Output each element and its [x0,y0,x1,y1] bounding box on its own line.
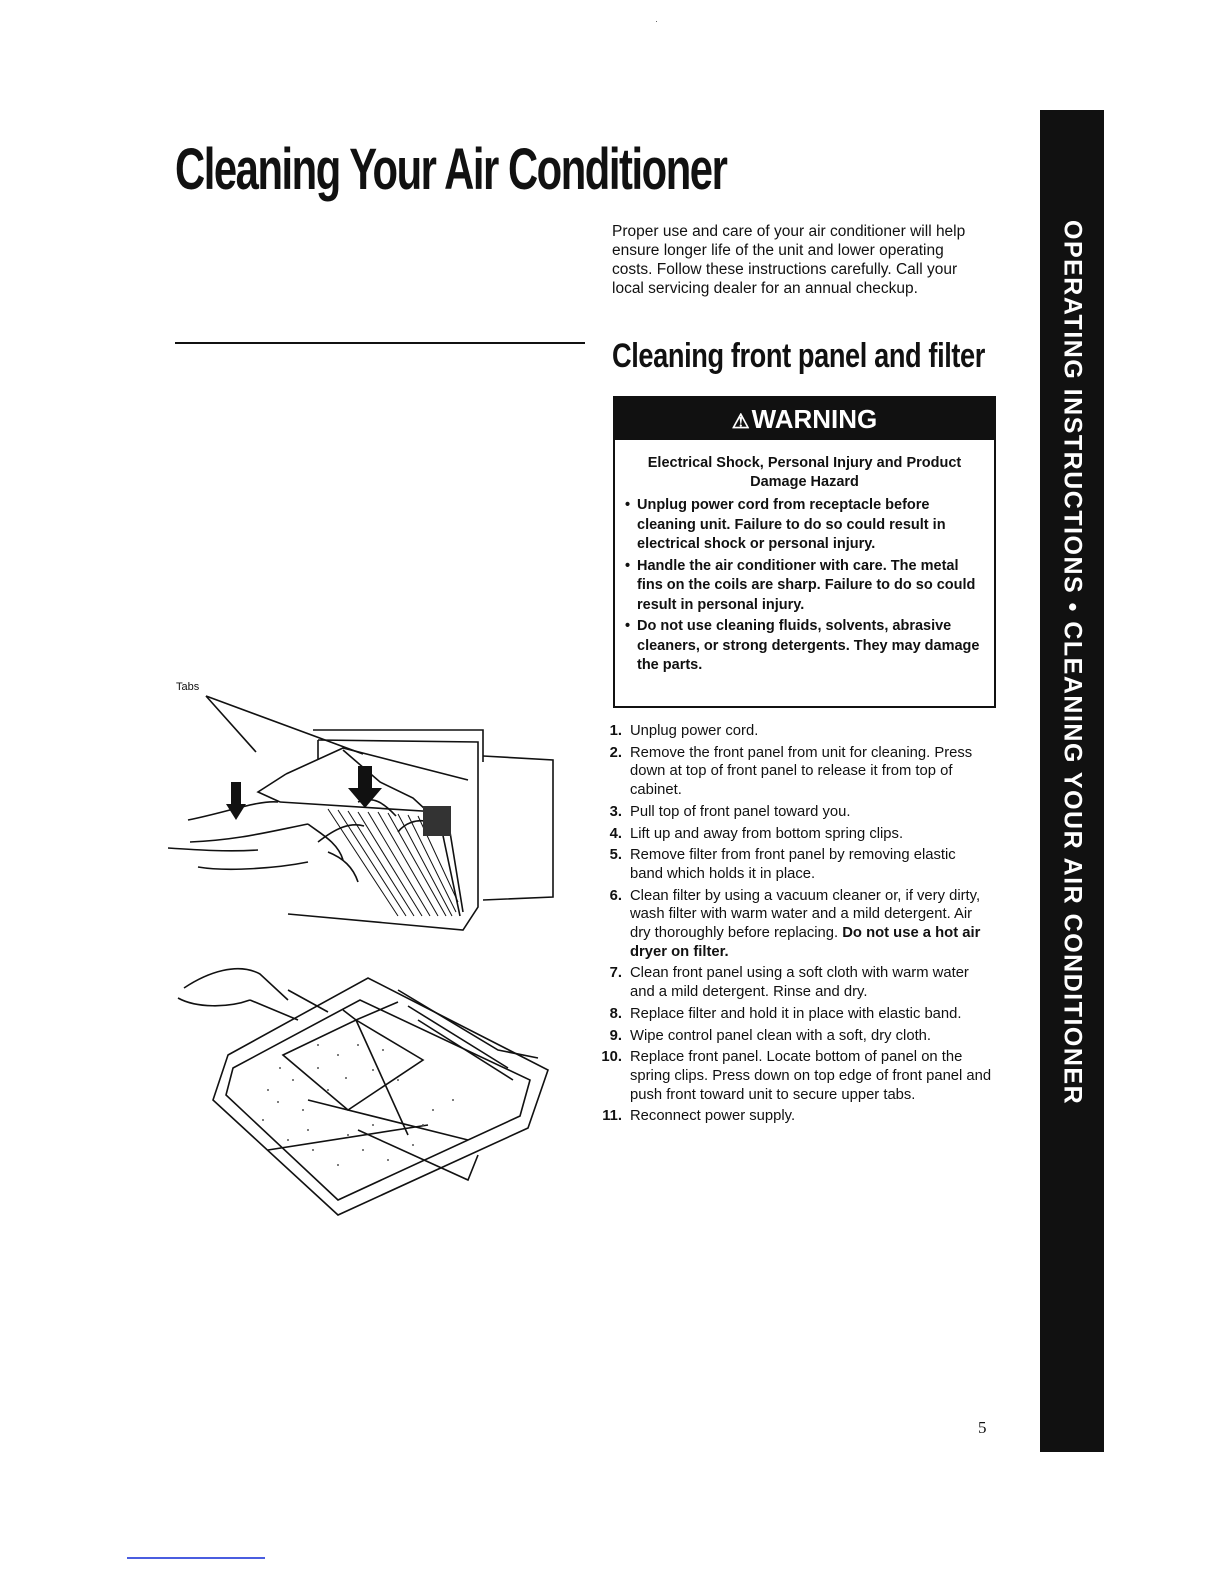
warning-item: • Do not use cleaning fluids, solvents, abrasive cleaners, or strong detergents. They may damage the parts. [625,618,980,673]
filter-removal-illustration [168,950,568,1230]
steps-list [592,722,992,1129]
page-title: Cleaning Your Air Conditioner [175,137,727,202]
page-number: 5 [978,1418,987,1437]
step-item: 6. Clean filter by using a vacuum cleaner or, if very dirty, wash filter with warm water and a mild detergent. Air dry thoroughly before replacing. Do not use a hot air dryer on filter. [609,887,981,960]
page-speck [656,21,657,22]
step-item: 7. Clean front panel using a soft cloth with warm water and a mild detergent. Rinse and dry. [609,965,969,1001]
step-item: 2. Remove the front panel from unit for cleaning. Press down at top of front panel to release it from top of cabinet. [609,744,973,799]
warning-item: • Handle the air conditioner with care. The metal fins on the coils are sharp. Failure to do so could result in personal injury. [625,557,976,613]
section-title: Cleaning front panel and filter [612,337,985,375]
warning-triangle-icon: ⚠ [731,411,750,433]
step-item: 8. Replace filter and hold it in place with elastic band. [609,1005,962,1022]
step-item: 9. Wipe control panel clean with a soft, dry cloth. [609,1027,932,1044]
step-item: 5. Remove filter from front panel by removing elastic band which holds it in place. [609,847,956,882]
intro-paragraph: Proper use and care of your air conditioner will help ensure longer life of the unit and lower operating costs. Follow these instructions carefully. Call your local servicing dealer for an annual checkup. [612,223,966,297]
hazard-title: Electrical Shock, Personal Injury and Product Damage Hazard [647,455,962,490]
warning-list [615,496,994,676]
warning-box [613,396,996,708]
step-item: 11. Reconnect power supply. [602,1108,796,1125]
warning-item: • Unplug power cord from receptacle before cleaning unit. Failure to do so could result in electrical shock or personal injury. [625,497,946,552]
tabs-label: Tabs [176,681,200,693]
footer-link-line [127,1557,265,1559]
front-panel-removal-illustration [168,682,568,942]
side-tab [1040,110,1104,1452]
step-item: 3. Pull top of front panel toward you. [609,803,851,820]
divider-rule [175,342,585,344]
step-item: 10. Replace front panel. Locate bottom of panel on the spring clips. Press down on top edge of front panel and push front toward unit to secure upper tabs. [601,1049,992,1103]
side-tab-text: OPERATING INSTRUCTIONS • CLEANING YOUR AIR CONDITIONER [1058,220,1087,1106]
warning-label: WARNING [751,404,878,434]
step-item: 4. Lift up and away from bottom spring clips. [609,825,904,842]
warning-header [615,398,994,440]
step-item: 1. Unplug power cord. [609,723,759,739]
